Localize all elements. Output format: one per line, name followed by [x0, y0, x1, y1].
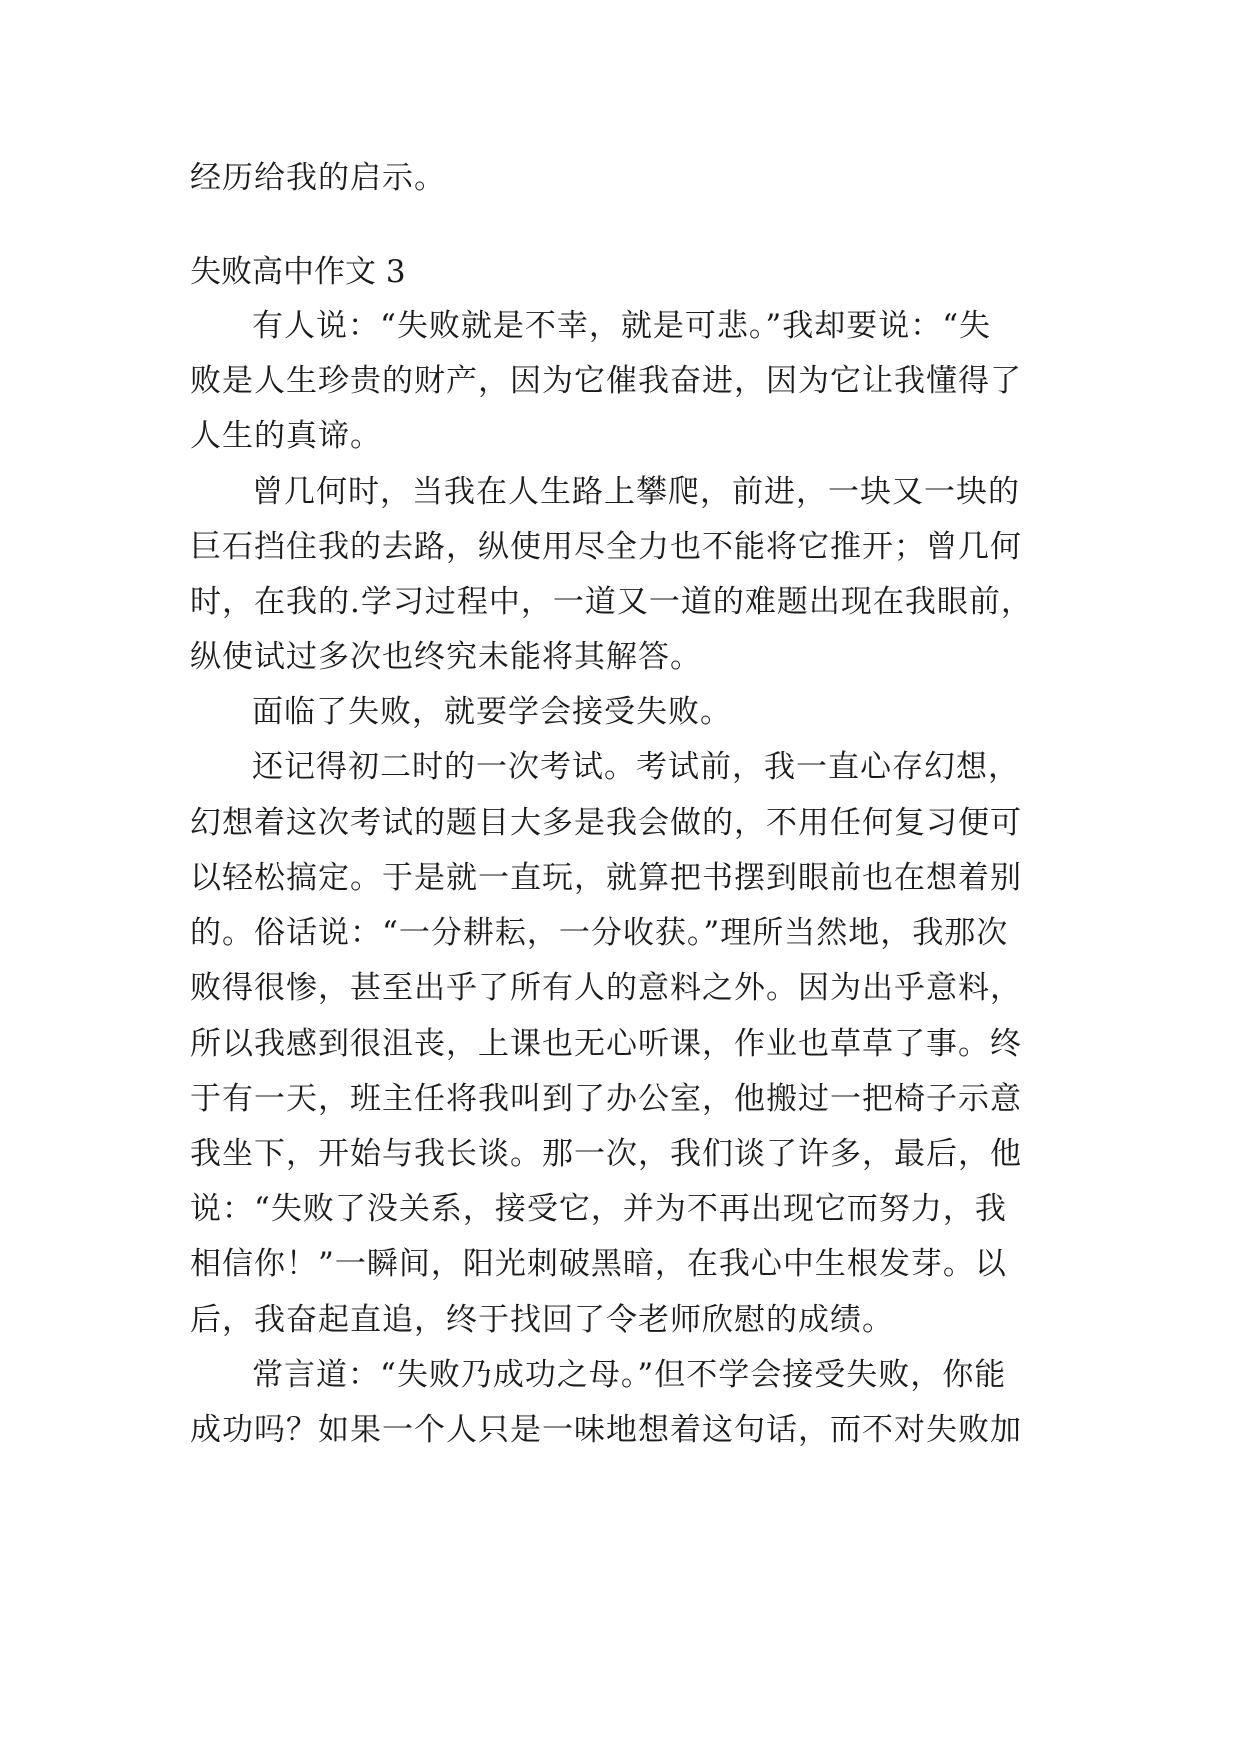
continuation-line: 经历给我的启示。	[190, 160, 446, 196]
section-title: 失败高中作文 3	[190, 254, 406, 290]
paragraph-line: 纵使试过多次也终究未能将其解答。	[190, 639, 702, 675]
paragraph-line: 所以我感到很沮丧，上课也无心听课，作业也草草了事。终	[190, 1026, 1022, 1062]
paragraph-line: 人生的真谛。	[190, 418, 382, 454]
paragraph-line: 有人说：“失败就是不幸，就是可悲。”我却要说：“失	[252, 308, 992, 344]
paragraph-line: 常言道：“失败乃成功之母。”但不学会接受失败，你能	[252, 1357, 1007, 1393]
paragraph-line: 于有一天，班主任将我叫到了办公室，他搬过一把椅子示意	[190, 1081, 1022, 1117]
paragraph-line: 我坐下，开始与我长谈。那一次，我们谈了许多，最后，他	[190, 1136, 1022, 1172]
paragraph-line: 的。俗话说：“一分耕耘，一分收获。”理所当然地，我那次	[190, 915, 1009, 951]
paragraph-line: 成功吗？如果一个人只是一味地想着这句话，而不对失败加	[190, 1412, 1022, 1448]
paragraph-line: 曾几何时，当我在人生路上攀爬，前进，一块又一块的	[252, 474, 1020, 510]
paragraph-line: 败是人生珍贵的财产，因为它催我奋进，因为它让我懂得了	[190, 363, 1022, 399]
paragraph-line: 说：“失败了没关系，接受它，并为不再出现它而努力，我	[190, 1191, 1007, 1227]
paragraph-line: 后，我奋起直追，终于找回了令老师欣慰的成绩。	[190, 1302, 894, 1338]
paragraph-line: 面临了失败，就要学会接受失败。	[252, 694, 732, 730]
paragraph-line: 相信你！”一瞬间，阳光刺破黑暗，在我心中生根发芽。以	[190, 1246, 1007, 1282]
paragraph-line: 以轻松搞定。于是就一直玩，就算把书摆到眼前也在想着别	[190, 860, 1022, 896]
paragraph-line: 时，在我的.学习过程中，一道又一道的难题出现在我眼前，	[190, 584, 1033, 620]
paragraph-line: 巨石挡住我的去路，纵使用尽全力也不能将它推开；曾几何	[190, 529, 1022, 565]
paragraph-line: 败得很惨，甚至出乎了所有人的意料之外。因为出乎意料，	[190, 970, 1022, 1006]
paragraph-line: 幻想着这次考试的题目大多是我会做的，不用任何复习便可	[190, 805, 1022, 841]
paragraph-line: 还记得初二时的一次考试。考试前，我一直心存幻想，	[252, 749, 1020, 785]
